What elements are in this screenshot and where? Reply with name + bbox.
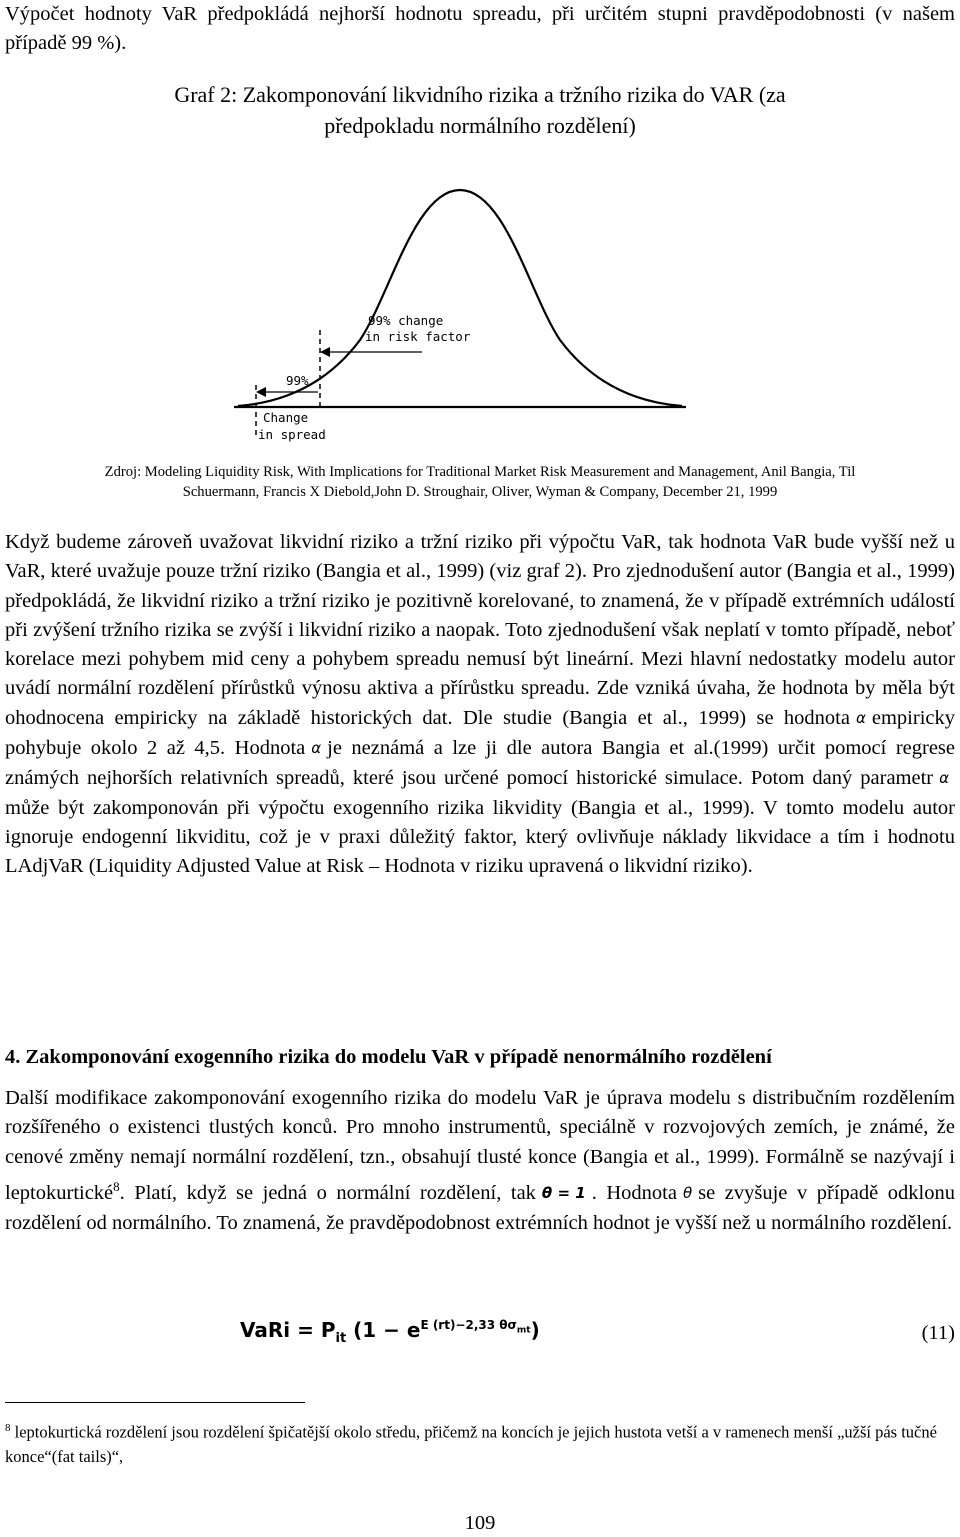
section-text-3: . Hodnota [591,1181,677,1204]
figure-source-line2: Schuermann, Francis X Diebold,John D. Stroughair, Oliver, Wyman & Company, December 21, 1999 [182,484,778,500]
label-in-spread: in spread [258,427,326,442]
section-text-4: se zvyšuje v případě odklonu rozdělení od normálního. To znamená, že pravděpodobnost extrémních hodnot je vyšší než u normálního rozdělení. [5,1181,955,1234]
page-number: 109 [464,1512,496,1534]
figure-source-line1: Zdroj: Modeling Liquidity Risk, With Implications for Traditional Market Risk Measurement and Management, Anil Bangia, Til [104,464,856,480]
footnote-divider [5,1402,305,1403]
arrow-head-risk-factor [320,347,330,357]
equation-lhs: VaRi = P [240,1318,336,1342]
normal-distribution-figure [220,180,700,450]
paragraph1-text-4: může být zakomponován při výpočtu exogenního rizika likvidity (Bangia et al., 1999). V tomto modelu autor ignoruje endogenní likviditu, což je v praxi důležitý faktor, který ovlivňuje náklady likvidace a tím i hodnotu LAdjVaR (Liquidity Adjusted Value at Risk – Hodnota v riziku upravená o likvidní riziko). [5,796,955,878]
alpha-symbol: α [855,709,866,728]
figure-caption-line1: Graf 2: Zakomponování likvidního rizika a tržního rizika do VAR (za [174,82,786,107]
footnote-ref: 8 [113,1178,120,1194]
equation-mid: (1 − e [353,1318,421,1342]
equation-exponent-subscript: mt [516,1325,531,1336]
label-99: 99% [286,373,309,388]
section-text-1: Další modifikace zakomponování exogenního rizika do modelu VaR je úprava modelu s distribučním rozdělením rozšířeného o existenci tlustých konců. Pro mnoho instrumentů, speciálně v rozvojových zemích, je známé, že cenové změny nemají normální rozdělení, tzn., obsahují tlusté konce (Bangia et al., 1999). Formálně se nazývají i leptokurtické [5,1087,955,1204]
footnote-number: 8 [5,1422,11,1434]
theta-equals-one: θ = 1 [541,1184,586,1203]
equation-rhs: ) [530,1318,540,1342]
paragraph-fat-tails [5,1084,955,1238]
figure-caption-line2: předpokladu normálního rozdělení) [324,113,636,138]
equation-subscript: it [335,1331,347,1346]
equation-11 [240,1318,540,1346]
footnote-text: leptokurtická rozdělení jsou rozdělení špičatější okolo středu, přičemž na koncích je jejich hustota vetší a v ramenech menší „užší pás tučné konce“(fat tails)“, [5,1422,937,1466]
label-change: Change [263,410,309,425]
label-in-risk-factor: in risk factor [365,329,471,344]
paragraph1-text-3: je neznámá a lze ji dle autora Bangia et al.(1999) určit pomocí regrese známých nejhorších relativních spreadů, které jsou určené pomocí historické simulace. Potom daný parametr [5,736,955,789]
footnote [5,1416,955,1469]
paragraph1-text-1: Když budeme zároveň uvažovat likvidní riziko a tržní riziko při výpočtu VaR, tak hodnota VaR bude vyšší než u VaR, které uvažuje pouze tržní riziko (Bangia et al., 1999) (viz graf 2). Pro zjednodušení autor (Bangia et al., 1999) předpokládá, že likvidní riziko a tržní riziko je pozitivně korelované, to znamená, že v případě extrémních událostí při zvýšení tržního rizika se zvýší i likvidní riziko a naopak. Toto zjednodušení však neplatí v tomto případě, neboť korelace mezi pohybem mid ceny a pohybem spreadu nemusí být lineární. Mezi hlavní nedostatky modelu autor uvádí normální rozdělení přírůstků výnosu aktiva a přírůstku spreadu. Zde vzniká úvaha, že hodnota by měla být ohodnocena empiricky na základě historických dat. Dle studie (Bangia et al., 1999) se hodnota [5,531,955,729]
theta-symbol: θ [682,1184,693,1203]
label-99-change: 99% change [368,313,444,328]
alpha-symbol: α [939,769,949,788]
paragraph1-text-2: empiricky pohybuje okolo 2 až 4,5. Hodnota [5,706,955,759]
equation-number: (11) [921,1322,955,1344]
section-heading: 4. Zakomponování exogenního rizika do modelu VaR v případě nenormálního rozdělení [5,1046,772,1068]
equation-exponent: E (rt)−2,33 θσ [420,1318,517,1333]
section-text-2: . Platí, když se jedná o normální rozdělení, tak [119,1181,536,1204]
arrow-head-99 [256,387,266,397]
paragraph-liquidity-risk [5,528,955,881]
intro-paragraph: Výpočet hodnoty VaR předpokládá nejhorší hodnotu spreadu, při určitém stupni pravděpodobnosti (v našem případě 99 %). [5,3,955,55]
alpha-symbol: α [311,739,322,758]
